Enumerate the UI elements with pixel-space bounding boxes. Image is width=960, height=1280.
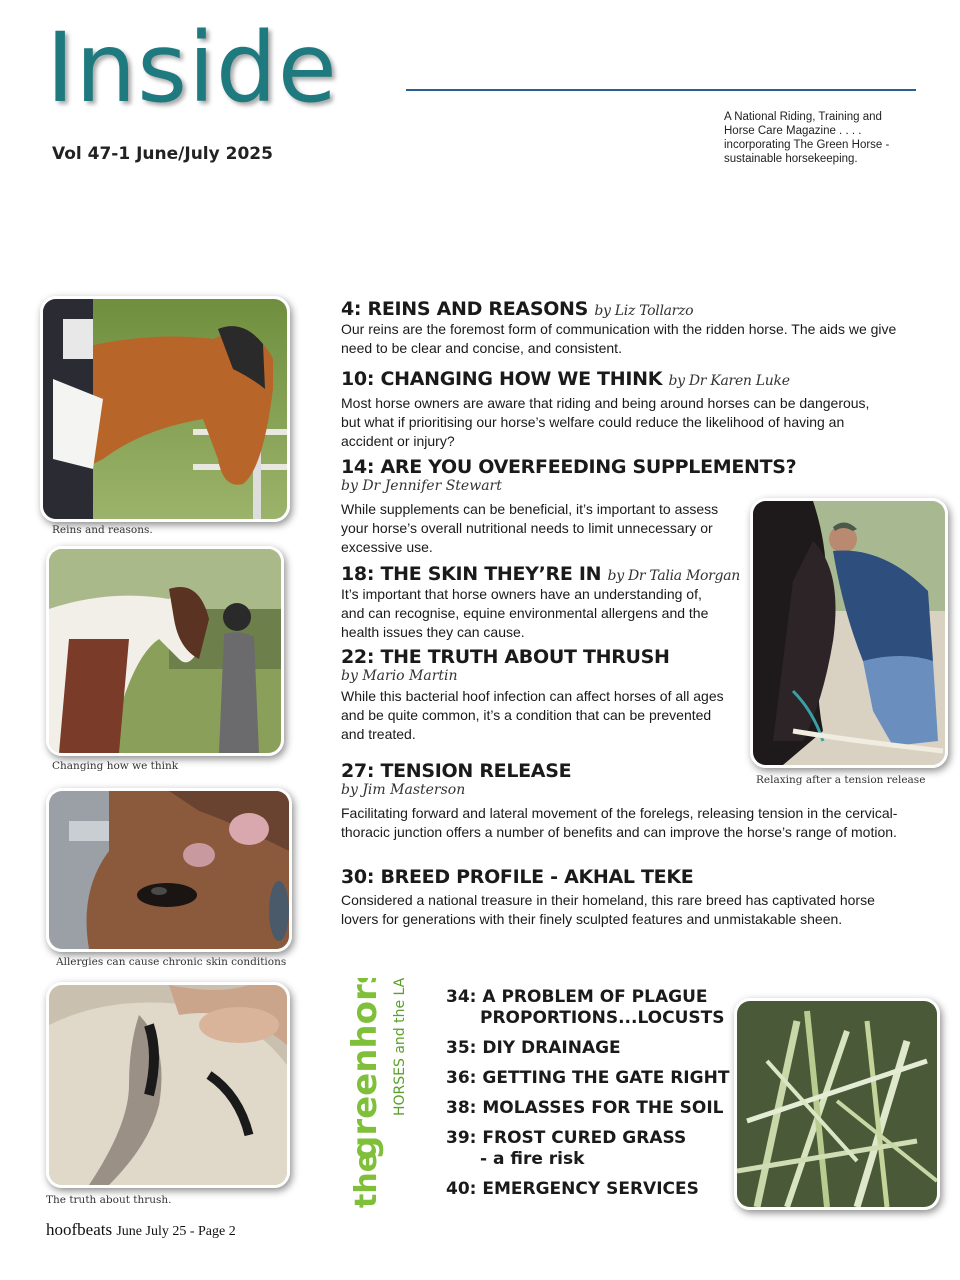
article-byline: by Mario Martin — [341, 668, 458, 684]
footer-page-number: June July 25 - Page 2 — [116, 1224, 236, 1239]
article-heading: 22: THE TRUTH ABOUT THRUSH — [341, 646, 670, 668]
greenhorse-item-subtitle: - a fire risk — [480, 1149, 585, 1169]
photo-thrush — [46, 982, 290, 1188]
greenhorse-logo — [332, 978, 422, 1208]
article-heading: 18: THE SKIN THEY’RE IN — [341, 563, 602, 585]
photo-reins-and-reasons — [40, 296, 290, 522]
article-heading: 30: BREED PROFILE - AKHAL TEKE — [341, 866, 694, 888]
photo-changing-how-we-think — [46, 546, 284, 756]
article-description: While this bacterial hoof infection can affect horses of all ages and be quite common, it’s a condition that can be prevented and treated. — [341, 688, 724, 742]
article-heading: 27: TENSION RELEASE — [341, 760, 572, 782]
greenhorse-item[interactable] — [446, 1038, 621, 1059]
greenhorse-item[interactable] — [446, 1128, 686, 1170]
greenhorse-item-title: 39: FROST CURED GRASS — [446, 1128, 687, 1148]
article-breed-profile[interactable] — [341, 866, 906, 929]
article-skin-theyre-in[interactable] — [341, 563, 906, 642]
article-heading: 14: ARE YOU OVERFEEDING SUPPLEMENTS? — [341, 456, 797, 478]
greenhorse-item-title: 34: A PROBLEM OF PLAGUE — [446, 987, 708, 1007]
magazine-section-title: Inside — [46, 12, 338, 124]
logo-greenhorse: greenhorse — [345, 978, 385, 1160]
article-description: Facilitating forward and lateral movement of the forelegs, releasing tension in the cervical-thoracic junction offers a number of benefits and can improve the horse’s range of motion. — [341, 805, 898, 840]
article-byline: by Dr Jennifer Stewart — [341, 478, 502, 494]
greenhorse-item[interactable] — [446, 987, 725, 1029]
greenhorse-item-title: 40: EMERGENCY SERVICES — [446, 1179, 699, 1199]
article-changing-how-we-think[interactable] — [341, 368, 906, 451]
page-footer — [46, 1220, 236, 1240]
article-tension-release[interactable] — [341, 760, 906, 842]
logo-the: the — [349, 1151, 384, 1208]
photo-caption: The truth about thrush. — [46, 1194, 172, 1206]
article-truth-about-thrush[interactable] — [341, 646, 906, 744]
photo-caption: Reins and reasons. — [52, 524, 153, 536]
article-byline: by Liz Tollarzo — [594, 303, 694, 319]
magazine-tagline: A National Riding, Training and Horse Care Magazine . . . . incorporating The Green Horse -sustainable horsekeeping. — [724, 111, 890, 165]
volume-issue: Vol 47-1 June/July 2025 — [52, 144, 273, 164]
photo-caption: Changing how we think — [52, 760, 179, 772]
article-description: Most horse owners are aware that riding and being around horses can be dangerous, but what if prioritising our horse’s welfare could reduce the likelihood of having an accident or injury? — [341, 395, 870, 449]
photo-skin-allergies — [46, 788, 292, 952]
greenhorse-item-subtitle: PROPORTIONS...LOCUSTS — [480, 1008, 725, 1028]
header-rule — [406, 89, 916, 91]
photo-frost-cured-grass — [734, 998, 940, 1210]
article-byline: by Dr Talia Morgan — [607, 568, 740, 584]
greenhorse-item-title: 38: MOLASSES FOR THE SOIL — [446, 1098, 724, 1118]
greenhorse-item-title: 35: DIY DRAINAGE — [446, 1038, 621, 1058]
article-description: While supplements can be beneficial, it’s important to assess your horse’s overall nutritional needs to limit unnecessary or excessive use. — [341, 501, 719, 555]
greenhorse-item[interactable] — [446, 1179, 699, 1200]
footer-brand: hoofbeats — [46, 1220, 113, 1239]
article-description: Considered a national treasure in their homeland, this rare breed has captivated horse lovers for generations with their finely sculpted features and unmistakable sheen. — [341, 892, 875, 927]
article-description: It’s important that horse owners have an understanding of, and can recognise, equine environmental allergens and the health issues they can cause. — [341, 586, 709, 640]
article-heading: 4: REINS AND REASONS — [341, 298, 589, 320]
article-heading: 10: CHANGING HOW WE THINK — [341, 368, 663, 390]
article-byline: by Dr Karen Luke — [668, 373, 790, 389]
photo-caption: Allergies can cause chronic skin conditions — [56, 956, 287, 968]
greenhorse-item[interactable] — [446, 1098, 724, 1119]
article-description: Our reins are the foremost form of communication with the ridden horse. The aids we give need to be clear and concise, and consistent. — [341, 321, 897, 356]
article-reins-and-reasons[interactable] — [341, 298, 906, 358]
greenhorse-item-title: 36: GETTING THE GATE RIGHT — [446, 1068, 730, 1088]
article-byline: by Jim Masterson — [341, 782, 466, 798]
greenhorse-item[interactable] — [446, 1068, 729, 1089]
photo-caption: Relaxing after a tension release — [756, 774, 926, 786]
article-overfeeding-supplements[interactable] — [341, 456, 906, 557]
logo-tagline: HORSES and the LAND — [392, 978, 408, 1116]
